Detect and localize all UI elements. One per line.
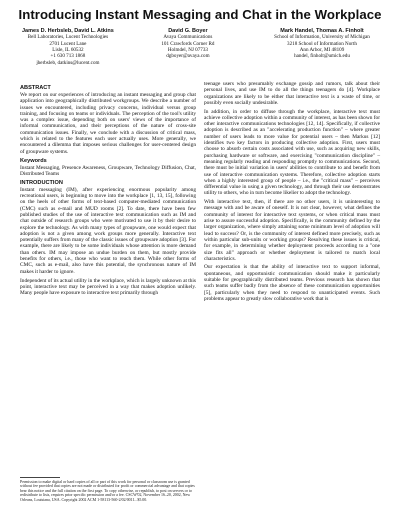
abstract-heading: ABSTRACT xyxy=(20,85,51,91)
author-org: Bell Laboratories, Lucent Technologies xyxy=(27,34,109,41)
keywords-text: Instant Messaging, Presence Awareness, Groupware, Technology Diffusion, Chat, Distributed Teams xyxy=(20,164,196,177)
right-paragraph-1: teenage users who presumably exchange gossip and rumors, talk about their personal lives, and use IM to do all the things teenagers do [4]. Workplace organizations are likely to be either that interactive text is a waste of time, or possibly even socially undesirable. xyxy=(204,81,380,106)
right-column xyxy=(204,81,380,305)
paper-title: Introducing Instant Messaging and Chat in the Workplace xyxy=(18,7,382,22)
right-paragraph-2: In addition, in order to diffuse through the workplace, interactive text must achieve collective adoption within a community of interest, as has been shown for other interactive communications technologies [12, 14]. Specifically, if collective adoption is described as an "accelerating production function" – where greater number of users leads to more value for potential users – then Markus [12] identifies two key factors in producing collective adoption. First, users must choose to absorb certain costs associated with use, such as acquiring new skills, purchasing hardware or software, and exercising "communication discipline" – meaning regularly reading and responding promptly to communications. Second, there must be initial variation in users' abilities to contribute to and benefit from use of interactive communication systems. Therefore, collective adoption starts when a highly interested group of people – i.e., the "critical mass" – perceives differential value in using a given technology, and through their use demonstrates utility to others, who in turn become likelier to adopt the technology. xyxy=(204,108,380,197)
author-2 xyxy=(161,28,214,66)
left-column xyxy=(20,84,196,299)
author-address: 101 Crawfords Corner Rd xyxy=(161,40,215,47)
author-address: 3218 School of Information North xyxy=(287,40,357,47)
abstract-text: We report on our experiences of introducing an instant messaging and group chat application into geographically distributed workgroups. We describe a number of issues we encountered, including privacy concerns, individual versus group training, and focusing on teams or individuals. The perception of the tool's utility was a complex issue, depending both on users' views of the importance of informal communication, and their perceptions of the nature of cross-site communication issues. Finally, we conclude with a discussion of critical mass, which is related to the features each user actually uses. More generally, we encountered a dilemma that imposes serious challenges for user-centered design of groupware systems. xyxy=(20,92,196,155)
right-paragraph-3: With interactive text, then, if there are no other users, it is uninteresting to message with and be aware of oneself. It is not clear, however, what defines the community of interest for interactive text systems, or when critical mass must arise to assure successful adoption. Specifically, is the community defined by the larger organization, where simply attaining some minimum level of adoption will lead to success? Or, is the community of interest defined more precisely, such as within particular sub-units or working groups? Resolving these issues is critical, for example, in determining whether deployment proceeds according to a "one size fits all" approach or whether deployment is tailored to match local characteristics. xyxy=(204,199,380,262)
author-city: Ann Arbor, MI 48109 xyxy=(299,47,345,54)
author-address: 2701 Lucent Lane xyxy=(49,40,87,47)
author-city: Lisle, IL 60532 xyxy=(52,47,84,54)
author-names: Mark Handel, Thomas A. Finholt xyxy=(280,28,364,34)
author-block xyxy=(22,28,382,66)
author-email: handel, finholt@umich.edu xyxy=(294,53,350,60)
intro-paragraph-1: Instant messaging (IM), after experiencing enormous popularity among recreational users, is beginning to move into the workplace [1, 13, 15], following on the heels of other forms of text-based computer-mediated communication (CMC) such as e-mail and MUD rooms [2]. To date, there have been few published studies of the use of interactive text communication such as IM and chat outside of research groups who were motivated to use it by their desire to explore the technology. As with many types of groupware, one would expect that adoption is not a given among work groups more generally. Interactive text potentially suffers from many of the classic issues of groupware adoption [3]. For example, there are likely to be some individuals whose attention is more demand than others. IM may impose an undue burden on them, but mostly provide benefits for others, i.e., those who want to reach them. While other forms of CMC, such as e-mail, also have this potential, the synchronous nature of IM makes it harder to ignore. xyxy=(20,186,196,275)
author-names: James D. Herbsleb, David L. Atkins xyxy=(22,28,114,34)
author-1 xyxy=(22,28,114,66)
author-email: dgboyer@avaya.com xyxy=(166,53,210,60)
footnote-text: Permission to make digital or hard copies of all or part of this work for personal or classroom use is granted without fee provided that copies are not made or distributed for profit or commercial advantage and that copies bear this notice and the full citation on the first page. To copy otherwise, or republish, to post on servers or to redistribute to lists, requires prior specific permission and/or a fee. CSCW'02, November 16–20, 2002, New Orleans, Louisiana, USA. Copyright 2002 ACM 1-58113-560-2/02/0011...$5.00. xyxy=(20,478,195,502)
right-paragraph-4: Our expectation is that the ability of interactive text to support informal, spontaneous, and opportunistic communication should make it particularly suitable for geographically distributed teams. Previous research has shown that such teams suffer badly from the absence of these communication opportunities [5], particularly when they need to respond to unanticipated events. Such problems appear to greatly slow collaborative work that is xyxy=(204,264,380,302)
footnote-rule xyxy=(20,477,60,478)
author-city: Holmdel, NJ 07733 xyxy=(167,47,208,54)
intro-paragraph-2: Independent of its actual utility in the workplace, which is largely unknown at this point, interactive text may be perceived in a way that makes adoption unlikely. Many people have exposure to interactive text primarily through xyxy=(20,277,196,297)
author-3 xyxy=(262,28,382,66)
author-names: David G. Boyer xyxy=(168,28,208,34)
author-org: Avaya Communications xyxy=(163,34,213,41)
copyright-footnote xyxy=(20,477,196,502)
introduction-heading: INTRODUCTION xyxy=(20,179,63,186)
author-org: School of Information, University of Michigan xyxy=(274,34,370,41)
author-email: jherbsleb, datkins@lucent.com xyxy=(36,59,100,66)
author-phone: +1 630 713 1868 xyxy=(50,53,86,60)
keywords-heading: Keywords xyxy=(20,157,47,164)
